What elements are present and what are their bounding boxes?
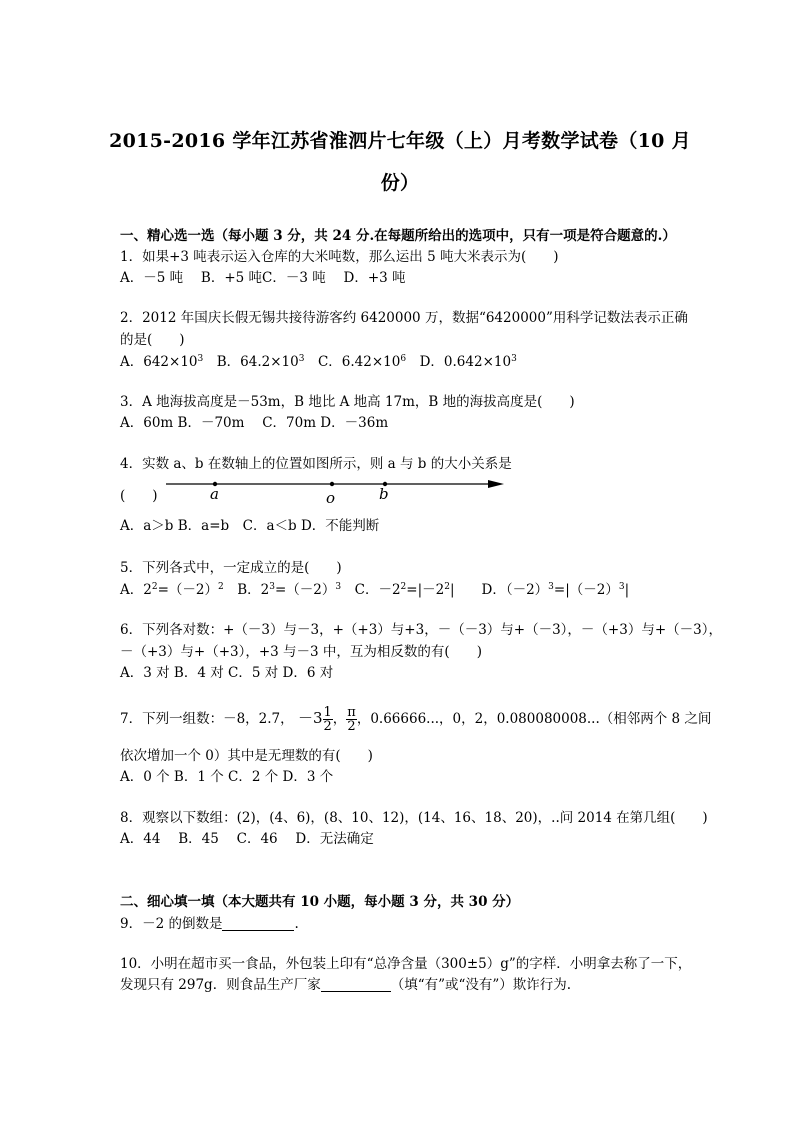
q8-stem: 8．观察以下数组：(2)，(4、6)，(8、10、12)，(14、16、18、20)，..问 2014 在第几组( ) [120,810,708,826]
q7-stem-post: ，0.66666...，0，2，0.080080008...（相邻两个 8 之间 [356,711,712,727]
exam-title-line2: 份） [380,172,420,194]
q2-stem-line1: 2．2012 年国庆长假无锡共接待游客约 6420000 万，数据“6420000”用科学记数法表示正确 [120,310,688,326]
q5-option-a-base: A．2 [120,582,152,598]
q5-exp: 3 [618,582,625,592]
section1-heading: 一、精心选一选（每小题 3 分，共 24 分.在每题所给出的选项中，只有一项是符合题意的.） [120,228,676,244]
q2-option-d-exponent: 3 [511,354,517,364]
q7-stem-line1: 7．下列一组数：－8，2.7， －3 $\frac{1}{2}$ ， $\frac{\pi}{2}$ ，0.66666...，0，2，0.080080008...（相邻两个 8 之间 [120,705,712,734]
q5-exp: 2 [444,582,450,592]
q1-stem: 1．如果+3 吨表示运入仓库的大米吨数，那么运出 5 吨大米表示为( ) [120,249,559,265]
q7-stem-line2: 依次增加一个 0）其中是无理数的有( ) [120,748,373,764]
point-b-label: b [379,485,389,503]
q2-option-d: D．0.642×10 [406,354,512,370]
q4-options: A．a＞b B．a=b C．a＜b D．不能判断 [120,518,380,534]
q2-stem-line2: 的是( ) [120,332,185,348]
q10-stem-line1: 10．小明在超市买一食品，外包装上印有“总净含量（300±5）g”的字样．小明拿去称了一下， [120,956,692,972]
q5-exp: 2 [151,582,158,592]
q5-options [120,578,629,598]
q2-option-c: C．6.42×10 [304,354,401,370]
q5-exp: 3 [269,582,275,592]
q5-exp: 3 [548,582,554,592]
q4-paren: ( ) [120,488,158,504]
q5-stem: 5．下列各式中，一定成立的是( ) [120,560,342,576]
q5-option-d-base: | D．（－2） [449,582,549,598]
q5-exp: 3 [335,582,342,592]
q3-stem: 3．A 地海拔高度是－53m，B 地比 A 地高 17m，B 地的海拔高度是( ) [120,394,575,410]
q8-options: A．44 B．45 C．46 D．无法确定 [120,831,374,847]
q5-option-c-base: C．－2 [341,582,401,598]
q10-stem-line2 [120,973,571,993]
q7-stem-pre: 7．下列一组数：－8，2.7， [120,711,294,727]
q5-exp: 2 [217,582,224,592]
point-o-label: o [326,489,336,507]
number-line-arrow [488,480,504,488]
q2-option-a: A．642×10 [120,354,198,370]
q5-option-b-rest: =（－2） [274,582,336,598]
q9-end: . [294,916,299,932]
q7-mixed-number: －3 [297,709,323,727]
q6-stem-line2: －（+3）与+（+3），+3 与－3 中，互为相反数的有( ) [120,644,482,660]
q7-fraction-pi [346,706,357,733]
fraction-denominator: 2 [347,719,356,734]
q4-number-line [160,474,505,507]
q3-options: A．60m B．－70m C．70m D．－36m [120,415,389,431]
q6-stem-line1: 6．下列各对数：+（－3）与－3，+（+3）与+3，－（－3）与+（－3），－（+3）与+（－3）， [120,622,722,638]
q9-line [120,912,299,932]
q5-option-a-rest: =（－2） [157,582,218,598]
section2-heading: 二、细心填一填（本大题共有 10 小题，每小题 3 分，共 30 分） [120,894,520,910]
q2-option-b-exponent: 3 [298,354,305,364]
q2-option-c-exponent: 6 [400,354,407,364]
q10-answer-blank[interactable] [321,977,391,992]
q7-options: A．0 个 B．1 个 C．2 个 D．3 个 [120,769,334,785]
q7-fraction-half [323,706,333,733]
exam-title-line1: 2015-2016 学年江苏省淮泗片七年级（上）月考数学试卷（10 月 [109,130,691,152]
fraction-numerator: π [347,705,356,720]
fraction-denominator: 2 [323,719,332,734]
q5-option-d-rest: =|（－2） [553,582,619,598]
q10-stem-pre: 发现只有 297g．则食品生产厂家 [120,977,321,993]
q2-option-b: B．64.2×10 [203,354,299,370]
point-o-marker [330,482,334,486]
point-a-label: a [210,485,219,503]
q5-option-b-base: B．2 [223,582,270,598]
q10-stem-post: （填“有”或“没有”）欺诈行为. [390,977,572,993]
q2-option-a-exponent: 3 [197,354,204,364]
q2-options [120,350,517,370]
q5-option-d-end: | [624,582,630,598]
q1-options: A．－5 吨 B．+5 吨C．－3 吨 D．+3 吨 [120,270,406,286]
q5-exp: 2 [400,582,407,592]
q9-stem: 9．－2 的倒数是 [120,916,223,932]
q9-answer-blank[interactable] [222,916,294,931]
q4-stem: 4．实数 a、b 在数轴上的位置如图所示，则 a 与 b 的大小关系是 [120,456,512,472]
fraction-numerator: 1 [323,705,332,720]
q6-options: A．3 对 B．4 对 C．5 对 D．6 对 [120,665,334,681]
q5-option-c-rest: =|－2 [406,582,445,598]
